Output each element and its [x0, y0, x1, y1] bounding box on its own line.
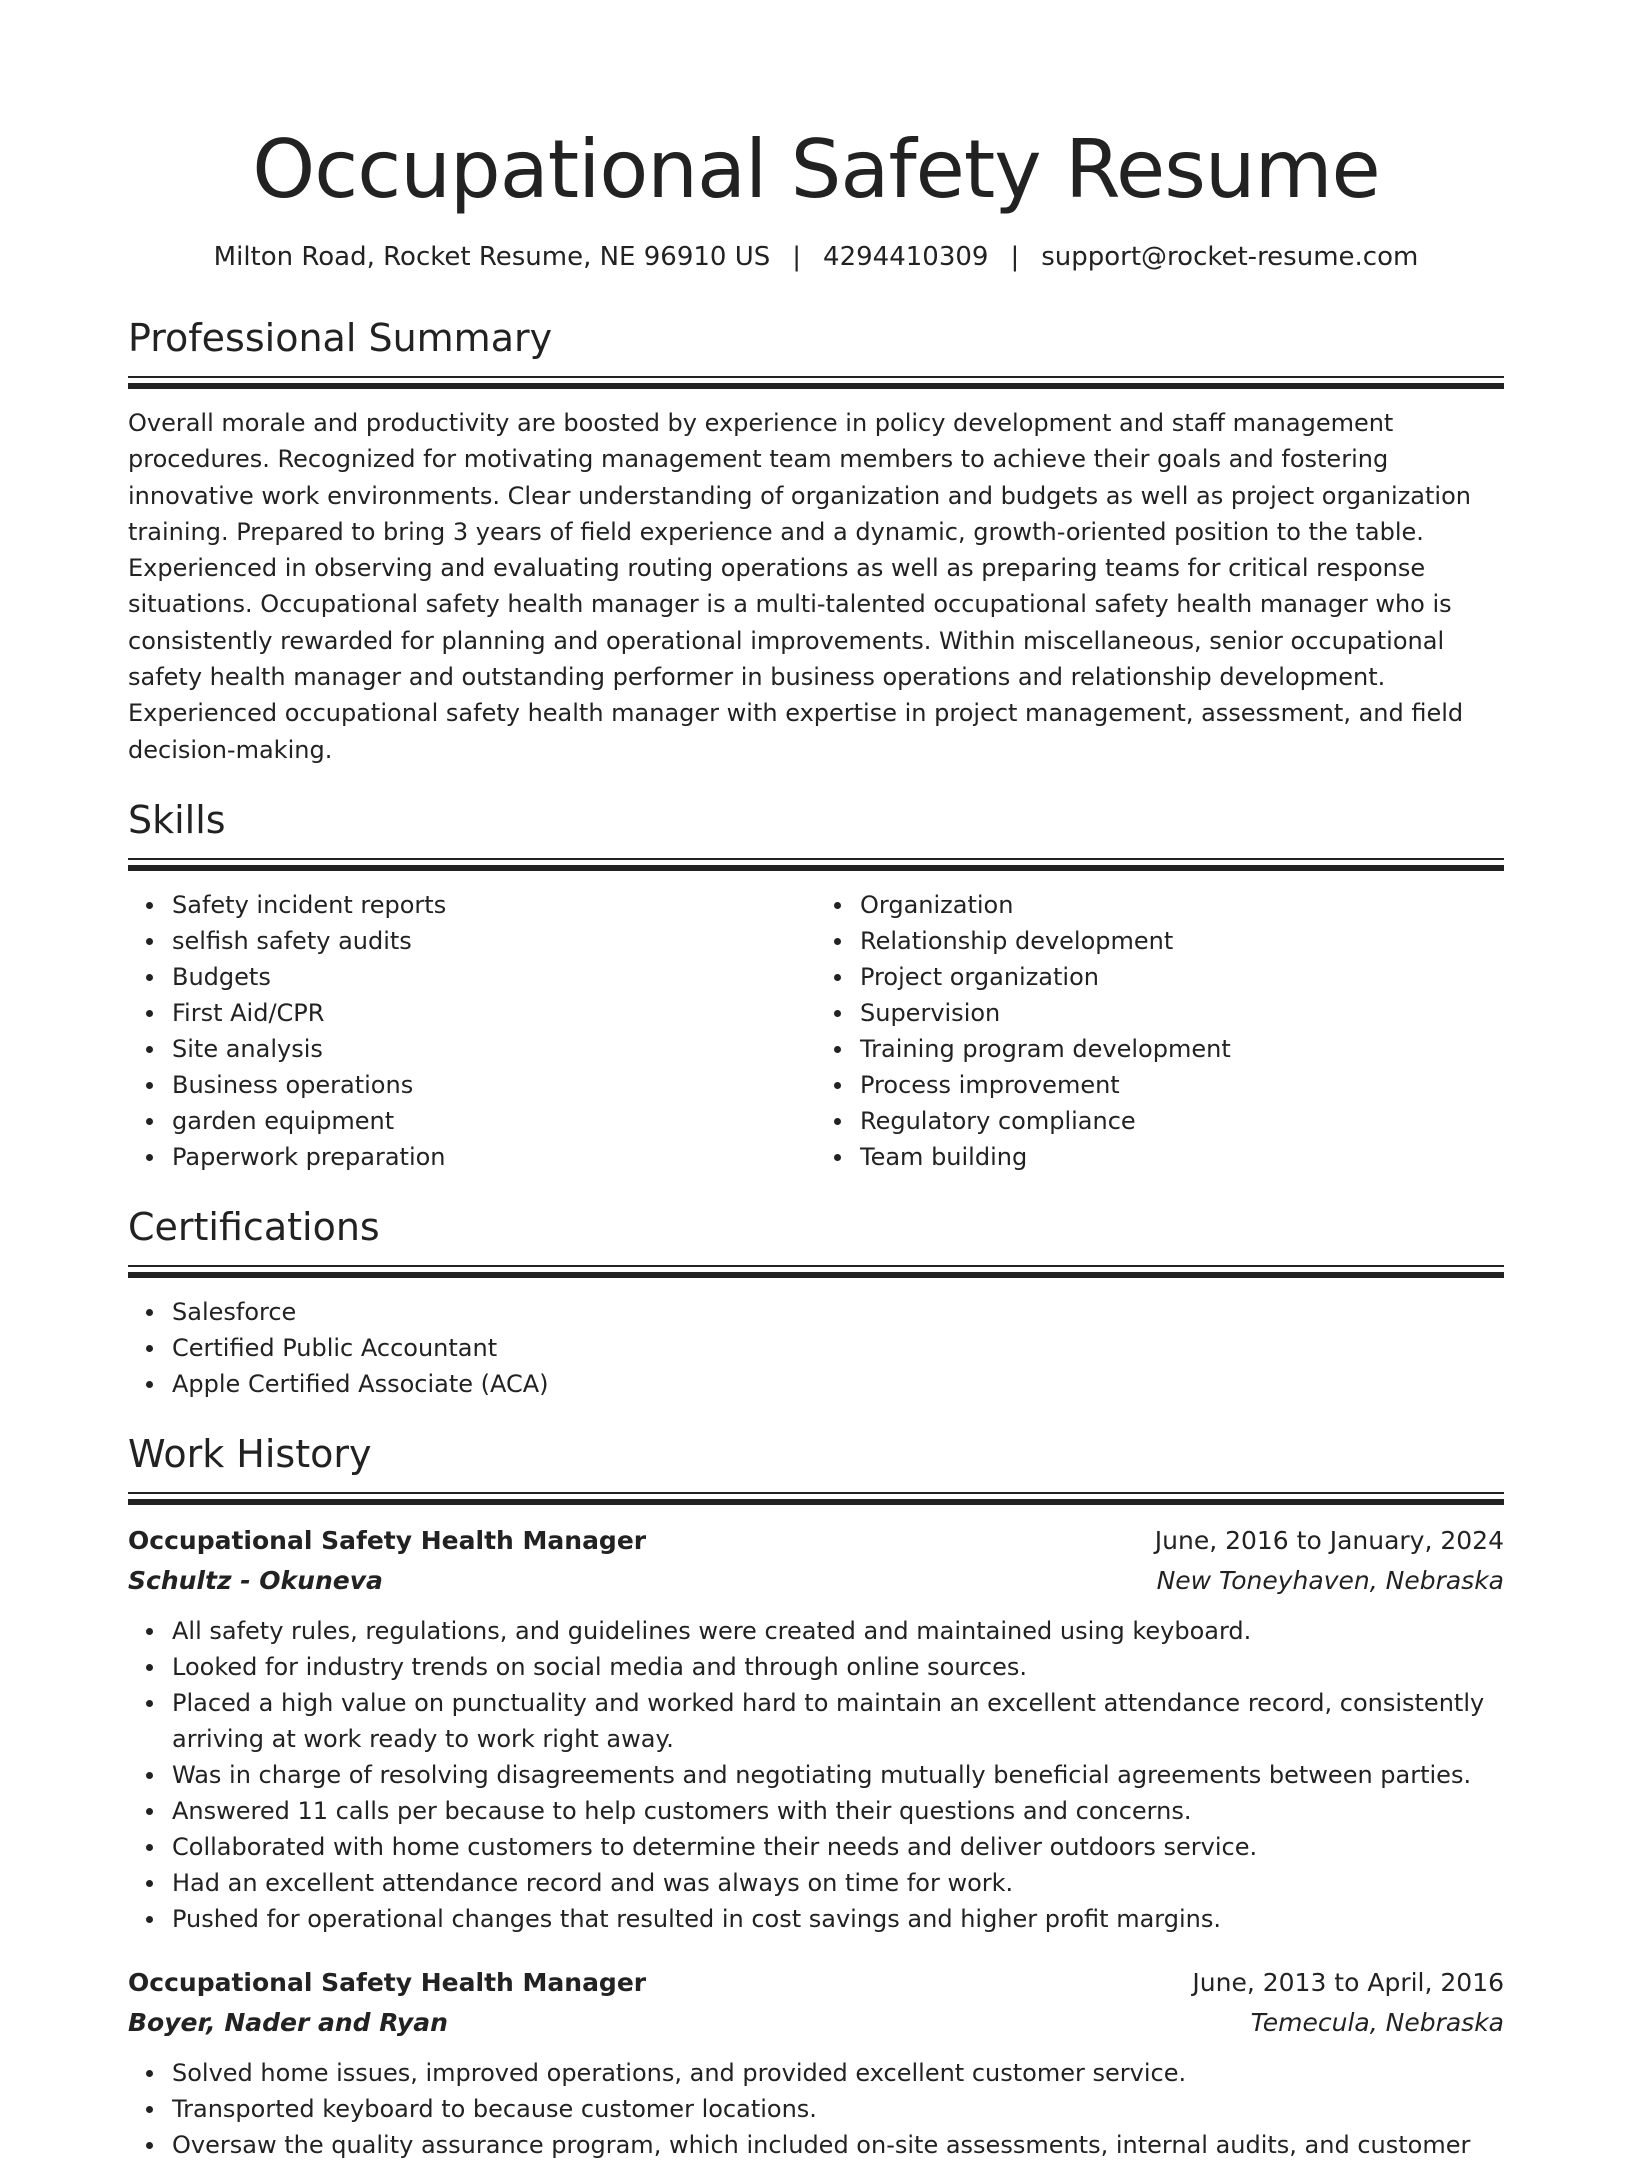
job-entry [128, 1963, 1504, 2163]
job-bullet: Had an excellent attendance record and was always on time for work. [172, 1865, 1504, 1901]
skill-item: garden equipment [172, 1103, 816, 1139]
contact-separator: | [792, 242, 802, 272]
job-header [128, 1963, 1504, 2003]
job-bullet: Looked for industry trends on social media and through online sources. [172, 1649, 1504, 1685]
skill-item: Regulatory compliance [860, 1103, 1504, 1139]
skill-item: Paperwork preparation [172, 1139, 816, 1175]
contact-separator: | [1010, 242, 1020, 272]
summary-text: Overall morale and productivity are boosted by experience in policy development and staff management procedures. Recognized for motivating management team members to achieve their goals and fostering innovative work environments. Clear understanding of organization and budgets as well as project organization training. Prepared to bring 3 years of field experience and a dynamic, growth-oriented position to the table. Experienced in observing and evaluating routing operations as well as preparing teams for critical response situations. Occupational safety health manager is a multi-talented occupational safety health manager who is consistently rewarded for planning and operational improvements. Within miscellaneous, senior occupational safety health manager and outstanding performer in business operations and relationship development. Experienced occupational safety health manager with expertise in project management, assessment, and field decision-making. [128, 409, 1471, 764]
skill-item: Team building [860, 1139, 1504, 1175]
skill-item: selfish safety audits [172, 923, 816, 959]
job-entry [128, 1521, 1504, 1937]
section-heading-certifications: Certifications [128, 1204, 380, 1249]
job-location: Temecula, Nebraska [1250, 2007, 1504, 2037]
job-dates: June, 2016 to January, 2024 [1154, 1525, 1504, 1555]
skills-grid [128, 887, 1504, 1175]
certification-item: Salesforce [172, 1294, 1504, 1330]
skill-item: First Aid/CPR [172, 995, 816, 1031]
job-subheader [128, 2003, 1504, 2043]
skill-item: Process improvement [860, 1067, 1504, 1103]
section-heading-summary: Professional Summary [128, 316, 553, 360]
summary-section [128, 314, 1504, 768]
contact-phone: 4294410309 [823, 242, 989, 272]
skills-section [128, 796, 1504, 1175]
resume-page [128, 0, 1504, 2163]
skills-list-right [816, 887, 1504, 1175]
skill-item: Training program development [860, 1031, 1504, 1067]
job-subheader [128, 1561, 1504, 1601]
contact-email: support@rocket-resume.com [1041, 242, 1419, 272]
contact-address: Milton Road, Rocket Resume, NE 96910 US [213, 242, 771, 272]
contact-line [128, 240, 1504, 274]
job-bullet: Solved home issues, improved operations, and provided excellent customer service. [172, 2055, 1504, 2091]
skill-item: Site analysis [172, 1031, 816, 1067]
job-location: New Toneyhaven, Nebraska [1156, 1565, 1504, 1595]
job-bullet: Collaborated with home customers to determine their needs and deliver outdoors service. [172, 1829, 1504, 1865]
skill-item: Safety incident reports [172, 887, 816, 923]
section-rule [128, 1492, 1504, 1505]
job-bullet: Was in charge of resolving disagreements and negotiating mutually beneficial agreements between parties. [172, 1757, 1504, 1793]
job-bullets [128, 2055, 1504, 2163]
section-rule [128, 376, 1504, 389]
job-title: Occupational Safety Health Manager [128, 1967, 647, 1997]
job-company: Boyer, Nader and Ryan [128, 2007, 448, 2037]
certifications-section [128, 1203, 1504, 1402]
certification-item: Certified Public Accountant [172, 1330, 1504, 1366]
job-bullet: Transported keyboard to because customer locations. [172, 2091, 1504, 2127]
skills-list-left [128, 887, 816, 1175]
certifications-list [128, 1294, 1504, 1402]
job-dates: June, 2013 to April, 2016 [1192, 1967, 1504, 1997]
job-bullet: Pushed for operational changes that resulted in cost savings and higher profit margins. [172, 1901, 1504, 1937]
section-heading-work-history: Work History [128, 1431, 372, 1476]
skill-item: Project organization [860, 959, 1504, 995]
skill-item: Organization [860, 887, 1504, 923]
work-history-section [128, 1430, 1504, 2163]
skill-item: Business operations [172, 1067, 816, 1103]
section-heading-skills: Skills [128, 797, 226, 842]
skill-item: Supervision [860, 995, 1504, 1031]
resume-title: Occupational Safety Resume [252, 123, 1380, 216]
section-rule [128, 1265, 1504, 1278]
skill-item: Budgets [172, 959, 816, 995]
job-company: Schultz - Okuneva [128, 1565, 383, 1595]
job-bullet: Answered 11 calls per because to help customers with their questions and concerns. [172, 1793, 1504, 1829]
job-bullet: Oversaw the quality assurance program, which included on-site assessments, internal audits, and customer [172, 2127, 1504, 2163]
job-bullet: Placed a high value on punctuality and worked hard to maintain an excellent attendance record, consistently arriving at work ready to work right away. [172, 1685, 1504, 1757]
job-title: Occupational Safety Health Manager [128, 1525, 647, 1555]
section-rule [128, 858, 1504, 871]
job-bullets [128, 1613, 1504, 1937]
certification-item: Apple Certified Associate (ACA) [172, 1366, 1504, 1402]
skill-item: Relationship development [860, 923, 1504, 959]
job-bullet: All safety rules, regulations, and guidelines were created and maintained using keyboard. [172, 1613, 1504, 1649]
job-header [128, 1521, 1504, 1561]
